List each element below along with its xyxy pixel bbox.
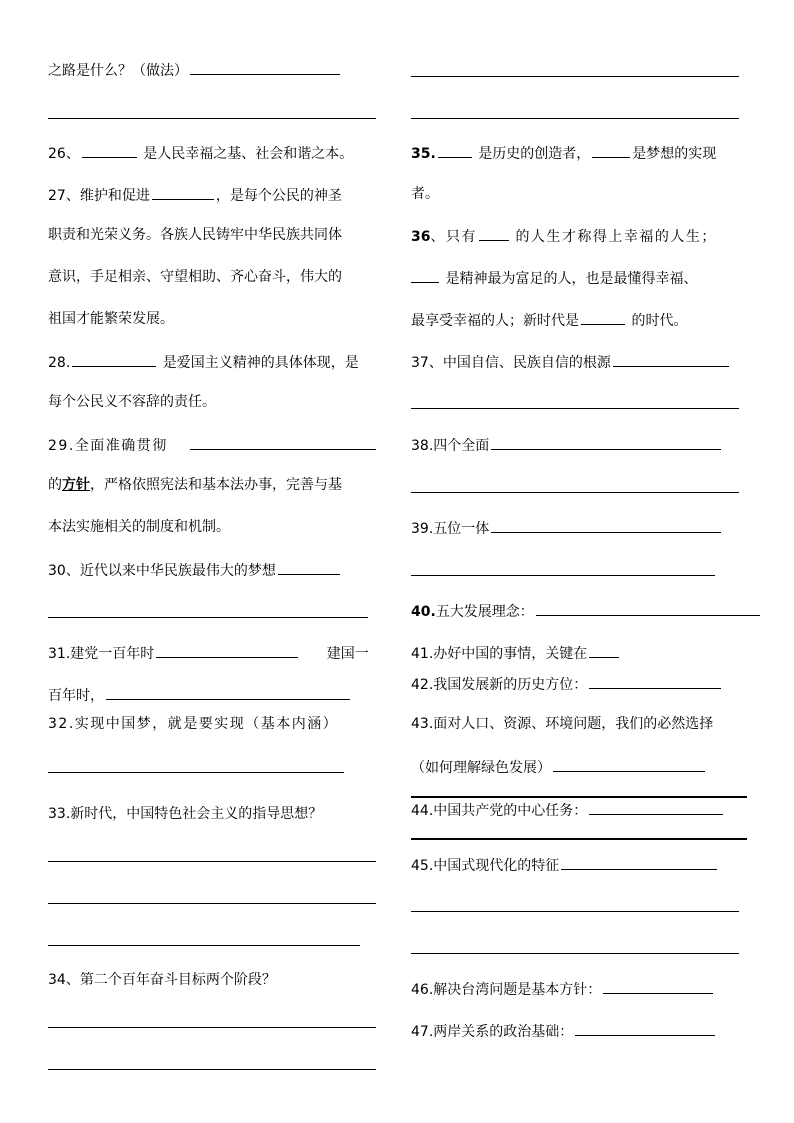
- blank[interactable]: [190, 435, 376, 450]
- q36-text: 是精神最为富足的人，也是最懂得幸福、: [411, 268, 697, 288]
- answer-line[interactable]: [48, 1069, 376, 1070]
- blank[interactable]: [438, 143, 472, 158]
- blank[interactable]: [561, 855, 717, 870]
- blank[interactable]: [613, 352, 729, 367]
- answer-line[interactable]: [411, 408, 739, 409]
- q35: 35. 是历史的创造者， 是梦想的实现: [411, 143, 716, 163]
- answer-line[interactable]: [48, 772, 344, 773]
- q35-text: 者。: [411, 186, 439, 202]
- answer-line[interactable]: [411, 492, 739, 493]
- q33: 33.新时代，中国特色社会主义的指导思想？: [48, 806, 323, 822]
- blank[interactable]: [589, 643, 619, 658]
- answer-line[interactable]: [48, 118, 376, 119]
- q41: 41.办好中国的事情，关键在: [411, 643, 621, 663]
- q43: 43.面对人口、资源、环境问题，我们的必然选择: [411, 716, 714, 732]
- answer-line[interactable]: [48, 1027, 376, 1028]
- q29: 29.全面准确贯彻: [48, 435, 378, 455]
- blank[interactable]: [156, 643, 298, 658]
- q45: 45.中国式现代化的特征: [411, 855, 719, 875]
- q37: 37、中国自信、民族自信的根源: [411, 352, 731, 372]
- q29-text: 的方针，严格依照宪法和基本法办事，完善与基: [48, 477, 342, 493]
- q27-text: 职责和光荣义务。各族人民铸牢中华民族共同体: [48, 227, 342, 243]
- answer-line[interactable]: [48, 617, 368, 618]
- answer-line[interactable]: [411, 118, 739, 119]
- q31: 31.建党一百年时 建国一: [48, 643, 369, 663]
- blank[interactable]: [603, 979, 713, 994]
- blank[interactable]: [581, 310, 625, 325]
- blank[interactable]: [190, 60, 340, 75]
- q43-text: （如何理解绿色发展）: [411, 757, 707, 777]
- blank[interactable]: [411, 268, 439, 283]
- q38: 38.四个全面: [411, 435, 723, 455]
- q39: 39.五位一体: [411, 518, 723, 538]
- blank[interactable]: [491, 518, 721, 533]
- q32: 32.实现中国梦，就是要实现（基本内涵）: [48, 716, 339, 732]
- blank[interactable]: [589, 674, 721, 689]
- q46: 46.解决台湾问题是基本方针：: [411, 979, 715, 999]
- q28: 28. 是爱国主义精神的具体体现，是: [48, 352, 359, 372]
- separator-line: [411, 796, 747, 798]
- q31-text: 百年时，: [48, 685, 352, 705]
- blank[interactable]: [592, 143, 630, 158]
- separator-line: [411, 838, 747, 840]
- blank[interactable]: [82, 143, 137, 158]
- blank[interactable]: [106, 685, 350, 700]
- q44: 44.中国共产党的中心任务：: [411, 800, 725, 820]
- blank[interactable]: [553, 757, 705, 772]
- answer-line[interactable]: [48, 903, 376, 904]
- q26: 26、 是人民幸福之基、社会和谐之本。: [48, 143, 353, 163]
- q29-text: 本法实施相关的制度和机制。: [48, 519, 230, 535]
- q28-text: 每个公民义不容辞的责任。: [48, 394, 216, 410]
- q27: 27、维护和促进 ，是每个公民的神圣: [48, 185, 342, 205]
- answer-line[interactable]: [48, 945, 360, 946]
- q40: 40.五大发展理念：: [411, 601, 762, 621]
- blank[interactable]: [491, 435, 721, 450]
- answer-line[interactable]: [48, 861, 376, 862]
- q42: 42.我国发展新的历史方位：: [411, 674, 723, 694]
- answer-line[interactable]: [411, 575, 715, 576]
- q34: 34、第二个百年奋斗目标两个阶段？: [48, 972, 276, 988]
- blank[interactable]: [72, 352, 156, 367]
- answer-line[interactable]: [411, 953, 739, 954]
- q30: 30、近代以来中华民族最伟大的梦想: [48, 560, 342, 580]
- blank[interactable]: [575, 1021, 715, 1036]
- blank[interactable]: [278, 560, 340, 575]
- q36-text: 最享受幸福的人；新时代是 的时代。: [411, 310, 687, 330]
- blank[interactable]: [536, 601, 760, 616]
- blank[interactable]: [479, 226, 509, 241]
- q27-text: 祖国才能繁荣发展。: [48, 311, 174, 327]
- q36: 36、只有 的人生才称得上幸福的人生；: [411, 226, 717, 246]
- q25-tail: 之路是什么？（做法）: [48, 60, 342, 80]
- q47: 47.两岸关系的政治基础：: [411, 1021, 717, 1041]
- blank[interactable]: [152, 185, 214, 200]
- answer-line[interactable]: [411, 76, 739, 77]
- q27-text: 意识，手足相亲、守望相助、齐心奋斗，伟大的: [48, 269, 342, 285]
- answer-line[interactable]: [411, 911, 739, 912]
- blank[interactable]: [589, 800, 723, 815]
